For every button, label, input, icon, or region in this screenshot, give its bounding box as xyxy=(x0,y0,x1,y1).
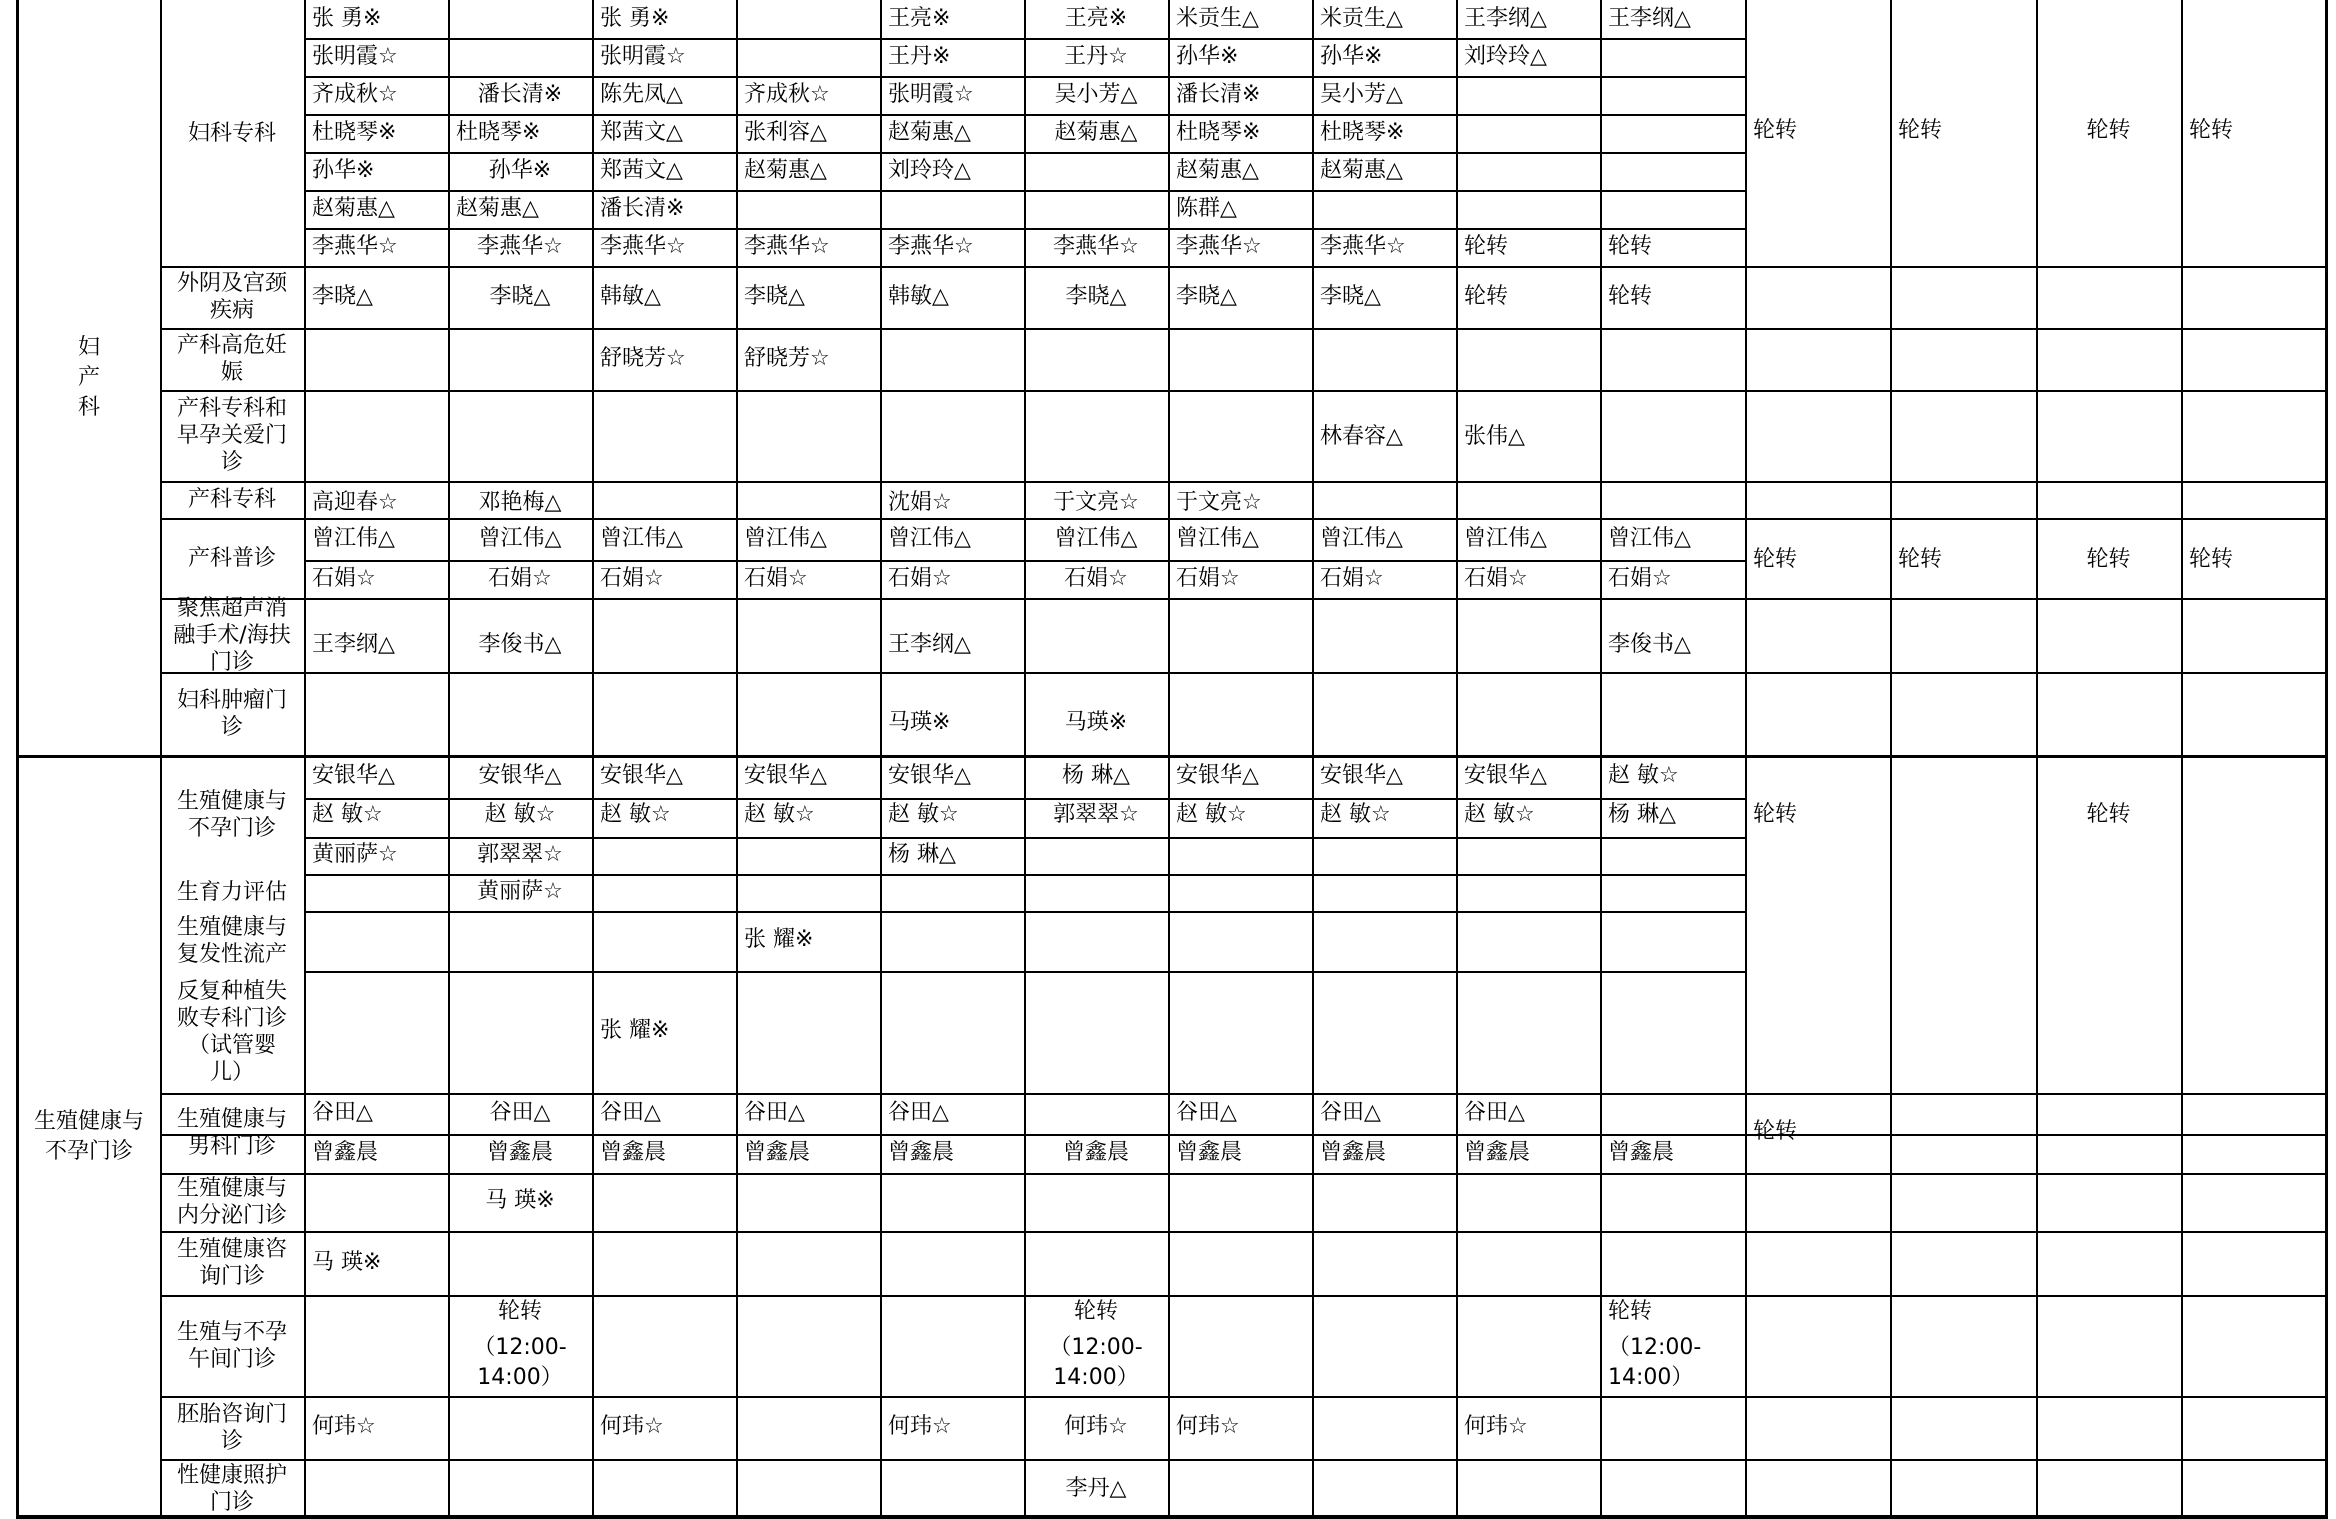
schedule-entry: 赵 敏☆ xyxy=(1320,802,1391,827)
schedule-entry: （12:00- 14:00） xyxy=(473,1335,567,1390)
grid-row-line xyxy=(304,228,1745,230)
schedule-entry: 谷田△ xyxy=(1464,1100,1525,1125)
clinic-label: 妇科专科 xyxy=(187,121,276,146)
schedule-entry: 张明霞☆ xyxy=(312,44,398,69)
schedule-entry: 齐成秋☆ xyxy=(312,82,398,107)
schedule-entry: 轮转 xyxy=(1753,1119,1798,1144)
schedule-entry: 黄丽萨☆ xyxy=(477,879,563,904)
schedule-entry: 轮转 xyxy=(1464,284,1509,309)
schedule-entry: 陈先凤△ xyxy=(600,82,683,107)
clinic-label: 产科高危妊 娠 xyxy=(176,333,287,385)
clinic-label: 生殖健康与 男科门诊 xyxy=(176,1107,287,1159)
schedule-entry: 李俊书△ xyxy=(1608,632,1691,657)
grid-column-line xyxy=(2181,0,2183,1519)
grid-row-line xyxy=(160,672,2325,674)
grid-row-line xyxy=(304,911,1745,913)
schedule-entry: 曾鑫晨 xyxy=(1608,1140,1675,1165)
schedule-entry: 赵 敏☆ xyxy=(744,802,815,827)
schedule-entry: 马 瑛※ xyxy=(312,1250,382,1275)
grid-row-line xyxy=(160,598,2325,600)
schedule-entry: 石娟☆ xyxy=(1608,566,1672,591)
clinic-label: 生育力评估 xyxy=(176,880,287,905)
schedule-entry: 轮转 xyxy=(1608,234,1653,259)
schedule-entry: 曾鑫晨 xyxy=(1320,1140,1387,1165)
schedule-entry: 谷田△ xyxy=(600,1100,661,1125)
schedule-entry: 杨 琳△ xyxy=(1608,802,1676,827)
schedule-entry: 王李纲△ xyxy=(312,632,395,657)
clinic-label: 聚焦超声消 融手术/海扶 门诊 xyxy=(173,596,291,675)
schedule-entry: 赵 敏☆ xyxy=(1464,802,1535,827)
grid-row-line xyxy=(304,1173,1745,1175)
schedule-entry: 何玮☆ xyxy=(600,1414,664,1439)
schedule-entry: 赵菊惠△ xyxy=(1054,120,1138,145)
schedule-entry: 李燕华☆ xyxy=(1320,234,1406,259)
schedule-entry: 李燕华☆ xyxy=(744,234,830,259)
schedule-entry: 米贡生△ xyxy=(1320,6,1403,31)
clinic-label: 生殖健康与 复发性流产 xyxy=(176,915,287,967)
schedule-entry: 曾江伟△ xyxy=(1320,526,1403,551)
schedule-entry: 陈群△ xyxy=(1176,196,1237,221)
schedule-entry: 沈娟☆ xyxy=(888,490,952,515)
grid-row-line xyxy=(304,38,1745,40)
schedule-entry: 轮转 xyxy=(1753,547,1798,572)
clinic-label: 产科普诊 xyxy=(187,546,276,571)
schedule-entry: 何玮☆ xyxy=(1064,1414,1128,1439)
schedule-entry: 李丹△ xyxy=(1065,1476,1127,1501)
schedule-entry: 曾江伟△ xyxy=(744,526,827,551)
schedule-entry: 赵 敏☆ xyxy=(484,802,556,827)
schedule-entry: 石娟☆ xyxy=(1464,566,1528,591)
schedule-entry: 石娟☆ xyxy=(600,566,664,591)
schedule-entry: 张明霞☆ xyxy=(600,44,686,69)
schedule-entry: 孙华※ xyxy=(312,158,375,183)
table-border-left xyxy=(16,0,19,1519)
grid-row-line xyxy=(1745,266,2325,268)
schedule-entry: 吴小芳△ xyxy=(1054,82,1138,107)
schedule-entry: 李晓△ xyxy=(1176,284,1237,309)
schedule-entry: 李俊书△ xyxy=(478,632,562,657)
clinic-label: 生殖与不孕 午间门诊 xyxy=(176,1320,287,1372)
schedule-entry: 曾鑫晨 xyxy=(1464,1140,1531,1165)
schedule-entry: 张 勇※ xyxy=(312,6,382,31)
clinic-label: 反复种植失 败专科门诊 （试管婴 儿） xyxy=(176,979,287,1085)
clinic-label: 外阴及宫颈 疾病 xyxy=(176,271,287,323)
schedule-entry: 孙华※ xyxy=(1320,44,1383,69)
schedule-entry: 米贡生△ xyxy=(1176,6,1259,31)
table-border-bottom xyxy=(16,1515,2328,1519)
schedule-entry: 马 瑛※ xyxy=(485,1188,555,1213)
grid-row-line xyxy=(304,874,1745,876)
schedule-entry: 谷田△ xyxy=(744,1100,805,1125)
schedule-entry: 张 勇※ xyxy=(600,6,670,31)
schedule-entry: 曾鑫晨 xyxy=(888,1140,955,1165)
schedule-entry: 邓艳梅△ xyxy=(478,490,562,515)
schedule-entry: 赵 敏☆ xyxy=(600,802,671,827)
schedule-entry: 安银华△ xyxy=(478,763,562,788)
grid-row-line xyxy=(304,114,1745,116)
grid-row-line xyxy=(160,1459,2325,1461)
schedule-entry: 潘长清※ xyxy=(477,82,563,107)
schedule-entry: 赵菊惠△ xyxy=(312,196,395,221)
table-border-right xyxy=(2325,0,2328,1519)
schedule-entry: 曾江伟△ xyxy=(1608,526,1691,551)
schedule-entry: （12:00- 14:00） xyxy=(1049,1335,1143,1390)
schedule-entry: 赵菊惠△ xyxy=(888,120,971,145)
schedule-entry: 孙华※ xyxy=(488,158,552,183)
schedule-entry: 曾江伟△ xyxy=(478,526,562,551)
schedule-entry: 吴小芳△ xyxy=(1320,82,1403,107)
schedule-entry: 李燕华☆ xyxy=(888,234,974,259)
schedule-entry: 刘玲玲△ xyxy=(888,158,971,183)
schedule-entry: 曾江伟△ xyxy=(1464,526,1547,551)
schedule-entry: 舒晓芳☆ xyxy=(744,346,830,371)
schedule-entry: 曾鑫晨 xyxy=(1062,1140,1129,1165)
schedule-entry: 石娟☆ xyxy=(1176,566,1240,591)
schedule-entry: 郭翠翠☆ xyxy=(477,842,563,867)
schedule-entry: 石娟☆ xyxy=(488,566,552,591)
grid-row-line xyxy=(160,328,2325,330)
schedule-entry: 王亮※ xyxy=(1064,6,1128,31)
grid-row-line xyxy=(160,1396,2325,1398)
grid-column-line xyxy=(2036,0,2038,1519)
schedule-entry: 郑茜文△ xyxy=(600,120,683,145)
schedule-entry: 李燕华☆ xyxy=(1176,234,1262,259)
clinic-label: 生殖健康与 内分泌门诊 xyxy=(176,1176,287,1228)
schedule-entry: 曾江伟△ xyxy=(1054,526,1138,551)
schedule-entry: 石娟☆ xyxy=(1320,566,1384,591)
schedule-entry: 李燕华☆ xyxy=(600,234,686,259)
schedule-entry: 于文亮☆ xyxy=(1176,490,1262,515)
schedule-entry: 石娟☆ xyxy=(888,566,952,591)
schedule-entry: 黄丽萨☆ xyxy=(312,842,398,867)
clinic-label: 生殖健康与 不孕门诊 xyxy=(176,789,287,841)
schedule-entry: 林春容△ xyxy=(1320,424,1403,449)
schedule-entry: 轮转 xyxy=(1753,118,1798,143)
clinic-label: 胚胎咨询门 诊 xyxy=(176,1402,287,1454)
schedule-entry: 谷田△ xyxy=(1176,1100,1237,1125)
schedule-entry: 韩敏△ xyxy=(600,284,661,309)
schedule-entry: 王亮※ xyxy=(888,6,951,31)
schedule-entry: 轮转 xyxy=(497,1299,542,1324)
schedule-entry: 谷田△ xyxy=(489,1100,551,1125)
grid-row-line xyxy=(304,1134,1745,1136)
grid-row-line xyxy=(160,390,2325,392)
schedule-entry: 赵菊惠△ xyxy=(1320,158,1403,183)
schedule-entry: 高迎春☆ xyxy=(312,490,398,515)
clinic-label: 性健康照护 门诊 xyxy=(176,1463,287,1515)
schedule-entry: 安银华△ xyxy=(744,763,827,788)
schedule-entry: 马瑛※ xyxy=(888,710,951,735)
schedule-entry: 张 耀※ xyxy=(600,1018,670,1043)
department-label: 生殖健康与 不孕门诊 xyxy=(33,1109,144,1164)
grid-row-line xyxy=(304,190,1745,192)
grid-row-line xyxy=(304,76,1745,78)
department-label: 妇 产 科 xyxy=(77,335,100,420)
schedule-entry: 王李纲△ xyxy=(1464,6,1547,31)
schedule-entry: 郑茜文△ xyxy=(600,158,683,183)
schedule-entry: 潘长清※ xyxy=(600,196,685,221)
schedule-entry: 李晓△ xyxy=(1065,284,1127,309)
schedule-entry: 孙华※ xyxy=(1176,44,1239,69)
schedule-entry: 赵菊惠△ xyxy=(1176,158,1259,183)
clinic-label: 妇科肿瘤门 诊 xyxy=(176,688,287,740)
schedule-entry: 轮转 xyxy=(1753,802,1798,827)
schedule-entry: 轮转 xyxy=(2189,118,2234,143)
schedule-entry: 马瑛※ xyxy=(1064,710,1128,735)
schedule-entry: 安银华△ xyxy=(1464,763,1547,788)
grid-column-line xyxy=(1890,0,1892,1519)
schedule-entry: 张伟△ xyxy=(1464,424,1525,449)
clinic-label: 产科专科 xyxy=(187,487,276,512)
schedule-entry: 赵 敏☆ xyxy=(1176,802,1247,827)
schedule-entry: 刘玲玲△ xyxy=(1464,44,1547,69)
schedule-entry: 轮转 xyxy=(1898,547,1943,572)
schedule-entry: 石娟☆ xyxy=(1064,566,1128,591)
schedule-entry: 张明霞☆ xyxy=(888,82,974,107)
schedule-entry: 李晓△ xyxy=(312,284,373,309)
schedule-entry: 轮转 xyxy=(2086,802,2131,827)
schedule-entry: 曾鑫晨 xyxy=(486,1140,553,1165)
schedule-entry: 谷田△ xyxy=(888,1100,949,1125)
schedule-entry: 赵菊惠△ xyxy=(456,196,539,221)
schedule-entry: 轮转 xyxy=(1464,234,1509,259)
schedule-entry: 杜晓琴※ xyxy=(1176,120,1261,145)
schedule-entry: 郭翠翠☆ xyxy=(1053,802,1139,827)
grid-row-line xyxy=(160,1093,2325,1095)
schedule-entry: 石娟☆ xyxy=(744,566,808,591)
schedule-entry: 曾鑫晨 xyxy=(1176,1140,1243,1165)
grid-row-line xyxy=(160,1231,2325,1233)
schedule-entry: 轮转 xyxy=(1073,1299,1118,1324)
schedule-entry: 张 耀※ xyxy=(744,927,814,952)
schedule-entry: 安银华△ xyxy=(1176,763,1259,788)
grid-row-line xyxy=(160,481,2325,483)
schedule-entry: 杜晓琴※ xyxy=(456,120,541,145)
schedule-entry: 安银华△ xyxy=(600,763,683,788)
grid-row-line xyxy=(304,837,1745,839)
schedule-entry: 轮转 xyxy=(1608,284,1653,309)
schedule-entry: 曾江伟△ xyxy=(600,526,683,551)
schedule-entry: 安银华△ xyxy=(888,763,971,788)
schedule-entry: 轮转 xyxy=(2086,118,2131,143)
schedule-entry: 李燕华☆ xyxy=(1053,234,1139,259)
schedule-entry: 齐成秋☆ xyxy=(744,82,830,107)
schedule-entry: 曾江伟△ xyxy=(312,526,395,551)
schedule-entry: 何玮☆ xyxy=(1464,1414,1528,1439)
schedule-entry: 李燕华☆ xyxy=(477,234,563,259)
schedule-entry: 杜晓琴※ xyxy=(1320,120,1405,145)
schedule-entry: 赵 敏☆ xyxy=(1608,763,1679,788)
schedule-entry: 赵 敏☆ xyxy=(888,802,959,827)
schedule-entry: （12:00- 14:00） xyxy=(1608,1335,1702,1390)
schedule-entry: 杨 琳△ xyxy=(1062,763,1130,788)
schedule-entry: 轮转 xyxy=(1898,118,1943,143)
schedule-entry: 轮转 xyxy=(2189,547,2234,572)
schedule-entry: 潘长清※ xyxy=(1176,82,1261,107)
schedule-entry: 曾鑫晨 xyxy=(600,1140,667,1165)
schedule-entry: 石娟☆ xyxy=(312,566,376,591)
schedule-entry: 安银华△ xyxy=(1320,763,1403,788)
schedule-entry: 安银华△ xyxy=(312,763,395,788)
schedule-entry: 赵菊惠△ xyxy=(744,158,827,183)
schedule-entry: 谷田△ xyxy=(312,1100,373,1125)
schedule-entry: 王李纲△ xyxy=(888,632,971,657)
schedule-entry: 轮转 xyxy=(1608,1299,1653,1324)
schedule-entry: 何玮☆ xyxy=(1176,1414,1240,1439)
schedule-entry: 杨 琳△ xyxy=(888,842,956,867)
grid-column-line xyxy=(1745,0,1747,1519)
schedule-entry: 张利容△ xyxy=(744,120,827,145)
schedule-entry: 王丹※ xyxy=(888,44,951,69)
grid-row-line xyxy=(304,560,1745,562)
grid-row-line xyxy=(304,152,1745,154)
schedule-entry: 舒晓芳☆ xyxy=(600,346,686,371)
grid-row-line xyxy=(304,971,1745,973)
schedule-entry: 轮转 xyxy=(2086,547,2131,572)
schedule-entry: 曾鑫晨 xyxy=(312,1140,379,1165)
schedule-entry: 何玮☆ xyxy=(312,1414,376,1439)
schedule-entry: 韩敏△ xyxy=(888,284,949,309)
schedule-entry: 曾江伟△ xyxy=(1176,526,1259,551)
schedule-entry: 王丹☆ xyxy=(1064,44,1128,69)
schedule-entry: 李晓△ xyxy=(489,284,551,309)
schedule-entry: 李晓△ xyxy=(744,284,805,309)
clinic-label: 生殖健康咨 询门诊 xyxy=(176,1237,287,1289)
schedule-entry: 李晓△ xyxy=(1320,284,1381,309)
schedule-entry: 曾鑫晨 xyxy=(744,1140,811,1165)
schedule-entry: 赵 敏☆ xyxy=(312,802,383,827)
department-divider xyxy=(16,755,2325,758)
schedule-entry: 李燕华☆ xyxy=(312,234,398,259)
schedule-entry: 杜晓琴※ xyxy=(312,120,397,145)
schedule-entry: 曾江伟△ xyxy=(888,526,971,551)
schedule-entry: 何玮☆ xyxy=(888,1414,952,1439)
schedule-entry: 于文亮☆ xyxy=(1053,490,1139,515)
clinic-label: 产科专科和 早孕关爱门 诊 xyxy=(176,396,287,475)
grid-row-line xyxy=(160,518,2325,520)
schedule-entry: 王李纲△ xyxy=(1608,6,1691,31)
schedule-entry: 谷田△ xyxy=(1320,1100,1381,1125)
grid-column-line xyxy=(160,0,162,1519)
